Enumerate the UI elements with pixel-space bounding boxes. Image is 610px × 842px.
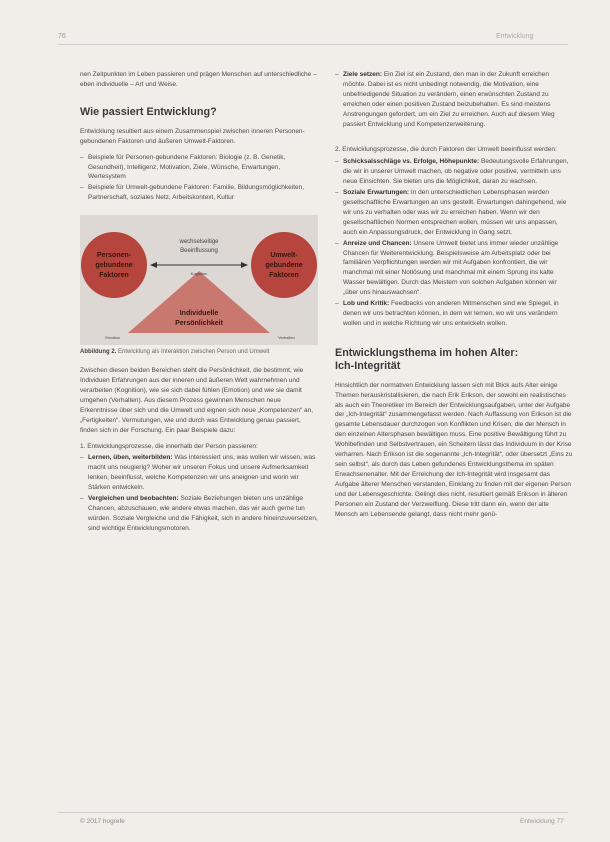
right-column <box>335 70 573 525</box>
bullet-text: Was interessiert uns, was wollen wir wissen, was macht uns neugierig? Woher wir unseren Fokus und unsere Aufmerksamkeit lenken, beeinflusst, welche Kompetenzen wir uns aneignen und worin wir Stärken entwickeln. <box>88 454 316 492</box>
person-label-3: Faktoren <box>99 272 129 280</box>
paragraph-persoenlichkeit: Zwischen diesen beiden Bereichen steht die Persönlichkeit, die bestimmt, wie Individuen Erfahrungen aus der inneren und äußeren Welt wahrnehmen und verarbeiten (Kognition), wie sie sich dabei fühlen (Emotion) und wie sie damit umgehen (Verhalten). Aus diesem Prozess gewinnen Menschen neue Erkenntnisse über sich und die Umwelt und eignen sich neue „Kompetenzen“ an, „Fertigkeiten“. Vermutungen, wie und durch was Entwicklung genau passiert, finden sich in der Forschung. Ein paar Beispiele dazu: <box>80 367 314 434</box>
caption-text: Entwicklung als Interaktion zwischen Person und Umwelt <box>118 349 270 356</box>
footer-rule <box>58 812 568 813</box>
list-item <box>335 70 573 129</box>
section-heading-ich-integritaet <box>335 347 573 373</box>
inner-process-list <box>80 453 318 533</box>
bullet-text: Soziale Beziehungen bieten uns unzählige Chancen, abzuschauen, wie andere etwas machen, das wir auch gerne tun würden. Soziale Vergleiche und die Fähigkeit, sich in andere hineinzuversetzen, sind wichtige Entwicklungsmotoren. <box>88 495 318 532</box>
bullet-term: Lob und Kritik: <box>343 300 390 308</box>
heading-line-2: Ich-Integrität <box>335 359 401 372</box>
bullet-term: Anreize und Chancen: <box>343 239 412 247</box>
bullet-term: Lernen, üben, weiterbilden: <box>88 454 173 462</box>
list-item: – Beispiele für Umwelt-gebundene Faktoren: Familie, Bildungsmöglichkeiten, Partnerschaft, soziales Netz, Arbeitskontext, Kultur <box>80 183 318 203</box>
triangle-label-2: Persönlichkeit <box>175 320 223 328</box>
arrow-head-left-icon <box>150 262 157 268</box>
bullet-text: Bedeutungsvolle Erfahrungen, die wir in unserer Umwelt machen, ob negative oder positive, vermitteln uns neue Einsichten. Sie bieten uns die Möglichkeit, daran zu wachsen. <box>343 158 569 186</box>
diagram-svg <box>80 215 318 345</box>
arrow-head-right-icon <box>241 262 248 268</box>
apex-label: Kognition <box>190 271 208 277</box>
header-rule <box>58 44 568 45</box>
bullet-text: In den unterschiedlichen Lebensphasen werden gesellschaftliche Erwartungen an uns gestellt. Erwartungen dahingehend, wie wir uns zu verhalten oder was wir zu erreichen haben. Wenn wir den gesellschaftlichen Normen entsprechen wollen, müssen wir uns anpassen, auch ein Anpassungsdruck, der Entwicklung in Gang setzt. <box>343 189 567 236</box>
bullet-text: Feedbacks von anderen Mitmenschen sind wie Spiegel, in denen wir uns betrachten können, in dem wir lernen, wo wir uns verändern wollen und in welche Richtung wir uns entwickeln wollen. <box>343 300 559 327</box>
list-item <box>335 299 573 329</box>
bullet-term: Vergleichen und beobachten: <box>88 495 179 503</box>
environment-label-2: gebundene <box>265 262 303 270</box>
list-item <box>335 157 573 187</box>
footer-copyright: © 2017 hogrefe <box>80 818 125 825</box>
running-header: Entwicklung <box>496 33 534 40</box>
caption-label: Abbildung 2. <box>80 349 117 356</box>
paragraph-erikson: Hinsichtlich der normativen Entwicklung lassen sich mit Blick aufs Alter einige Themen herauskristallisieren, die nach Erik Erikson, der sowohl ein realistisches als auch ein Theoretiker im Bereich der Entwicklungsaufgaben, unter der Aufgabe der „Ich-Integrität“ zusammengefasst werden. Nach Auffassung von Erikson ist die gesamte Lebensdauer durchzogen von Konflikten und Krisen, die der Mensch in den einzelnen Altersphasen bewältigen muss. Eine positive Bewältigung führt zu Wohlbefinden und Selbstvertrauen, ein Scheitern lässt das Individuum in der Krise verharren. Nach Erikson ist die sogenannte „Ich-Integrität“, oder übersetzt „Eins zu sein selbst“, als durch das Leben gefundenes Entwicklungsthema im späten Erwachsenenalter. Mit der Erreichung der Ich-Integrität wird insgesamt das Aufgabe älterer Menschen verstanden, Einklang zu finden mit der eigenen Person und der Lebensgeschichte. Gelingt dies nicht, resultiert gemäß Erikson in älteren Personen ein Zustand der Verzweiflung. Diese tritt dann ein, wenn der alte Mensch am Lebensende gelangt, dass nicht mehr genü- <box>335 381 573 518</box>
bullet-text: Unsere Umwelt bietet uns immer wieder unzählige Chancen für Weiterentwicklung. Beispielsweise am Arbeitsplatz oder bei familiären Verpflichtungen werden wir mit Aufgaben konfrontiert, die wir manchmal mit einer Notlösung und manchmal mit einem Sprung ins kalte Wasser bewältigen. Durch das Meistern von solchen Aufgaben können wir „über uns hinauswachsen“. <box>343 239 559 297</box>
person-label-1: Personen- <box>96 252 132 260</box>
environment-label-3: Faktoren <box>269 272 299 280</box>
footer-page-label: Entwicklung 77 <box>520 818 564 825</box>
figure-interaction-diagram <box>80 215 318 345</box>
environment-process-list <box>335 157 573 328</box>
heading-line-1: Entwicklungsthema im hohen Alter: <box>335 346 519 359</box>
corner-label-left: Emotion <box>105 335 120 341</box>
list-item: – Beispiele für Personen-gebundene Faktoren: Biologie (z. B. Genetik, Gesundheit), Intelligenz, Motivation, Ziele, Wünsche, Erwartungen, Wertesystem <box>80 153 318 183</box>
figure-caption <box>80 348 318 356</box>
intro-paragraph: nen Zeitpunkten im Leben passieren und prägen Menschen auf unterschiedliche – eben individuelle – Art und Weise. <box>80 71 317 88</box>
list-item <box>80 494 318 534</box>
factor-list <box>80 153 318 204</box>
left-column <box>80 70 318 540</box>
triangle-label-1: Individuelle <box>179 310 219 318</box>
person-label-2: gebundene <box>95 262 133 270</box>
bullet-term: Schicksalsschläge vs. Erfolge, Höhepunkte: <box>343 158 480 166</box>
bullet-term: Soziale Erwartungen: <box>343 189 410 197</box>
list-item <box>335 188 573 238</box>
bullet-text: Ein Ziel ist ein Zustand, den man in der Zukunft erreichen möchte. Dabei ist es nicht unbedingt notwendig, die Motivation, eine unbefriedigende Situation zu verändern, einen erwünschten Zustand zu erreichen oder einen positiven Zustand beizubehalten. Es sind meistens Anstrengungen gefordert, um ein Ziel zu erreichen. Auch auf diesem Weg passiert Entwicklung und Kompetenzerweiterung. <box>343 71 555 128</box>
bullet-term: Ziele setzen: <box>343 71 383 78</box>
section-heading-entwicklung: Wie passiert Entwicklung? <box>80 105 217 118</box>
goal-list <box>335 70 573 129</box>
list-item <box>335 239 573 298</box>
paragraph-zusammenspiel: Entwicklung resultiert aus einem Zusammenspiel zwischen inneren Personen-gebundenen Faktoren und äußeren Umwelt-Faktoren. <box>80 127 305 145</box>
list-item <box>80 453 318 493</box>
numbered-item-2: 2. Entwicklungsprozesse, die durch Faktoren der Umwelt beeinflusst werden: <box>335 146 557 154</box>
environment-label-1: Umwelt- <box>270 252 298 260</box>
page-number: 76 <box>58 33 66 40</box>
arrow-label-2: Beeinflussung <box>180 248 218 255</box>
corner-label-right: Verhalten <box>278 335 295 341</box>
arrow-label-1: wechselseitige <box>179 239 219 246</box>
numbered-item-1: 1. Entwicklungsprozesse, die innerhalb der Person passieren: <box>80 442 258 450</box>
